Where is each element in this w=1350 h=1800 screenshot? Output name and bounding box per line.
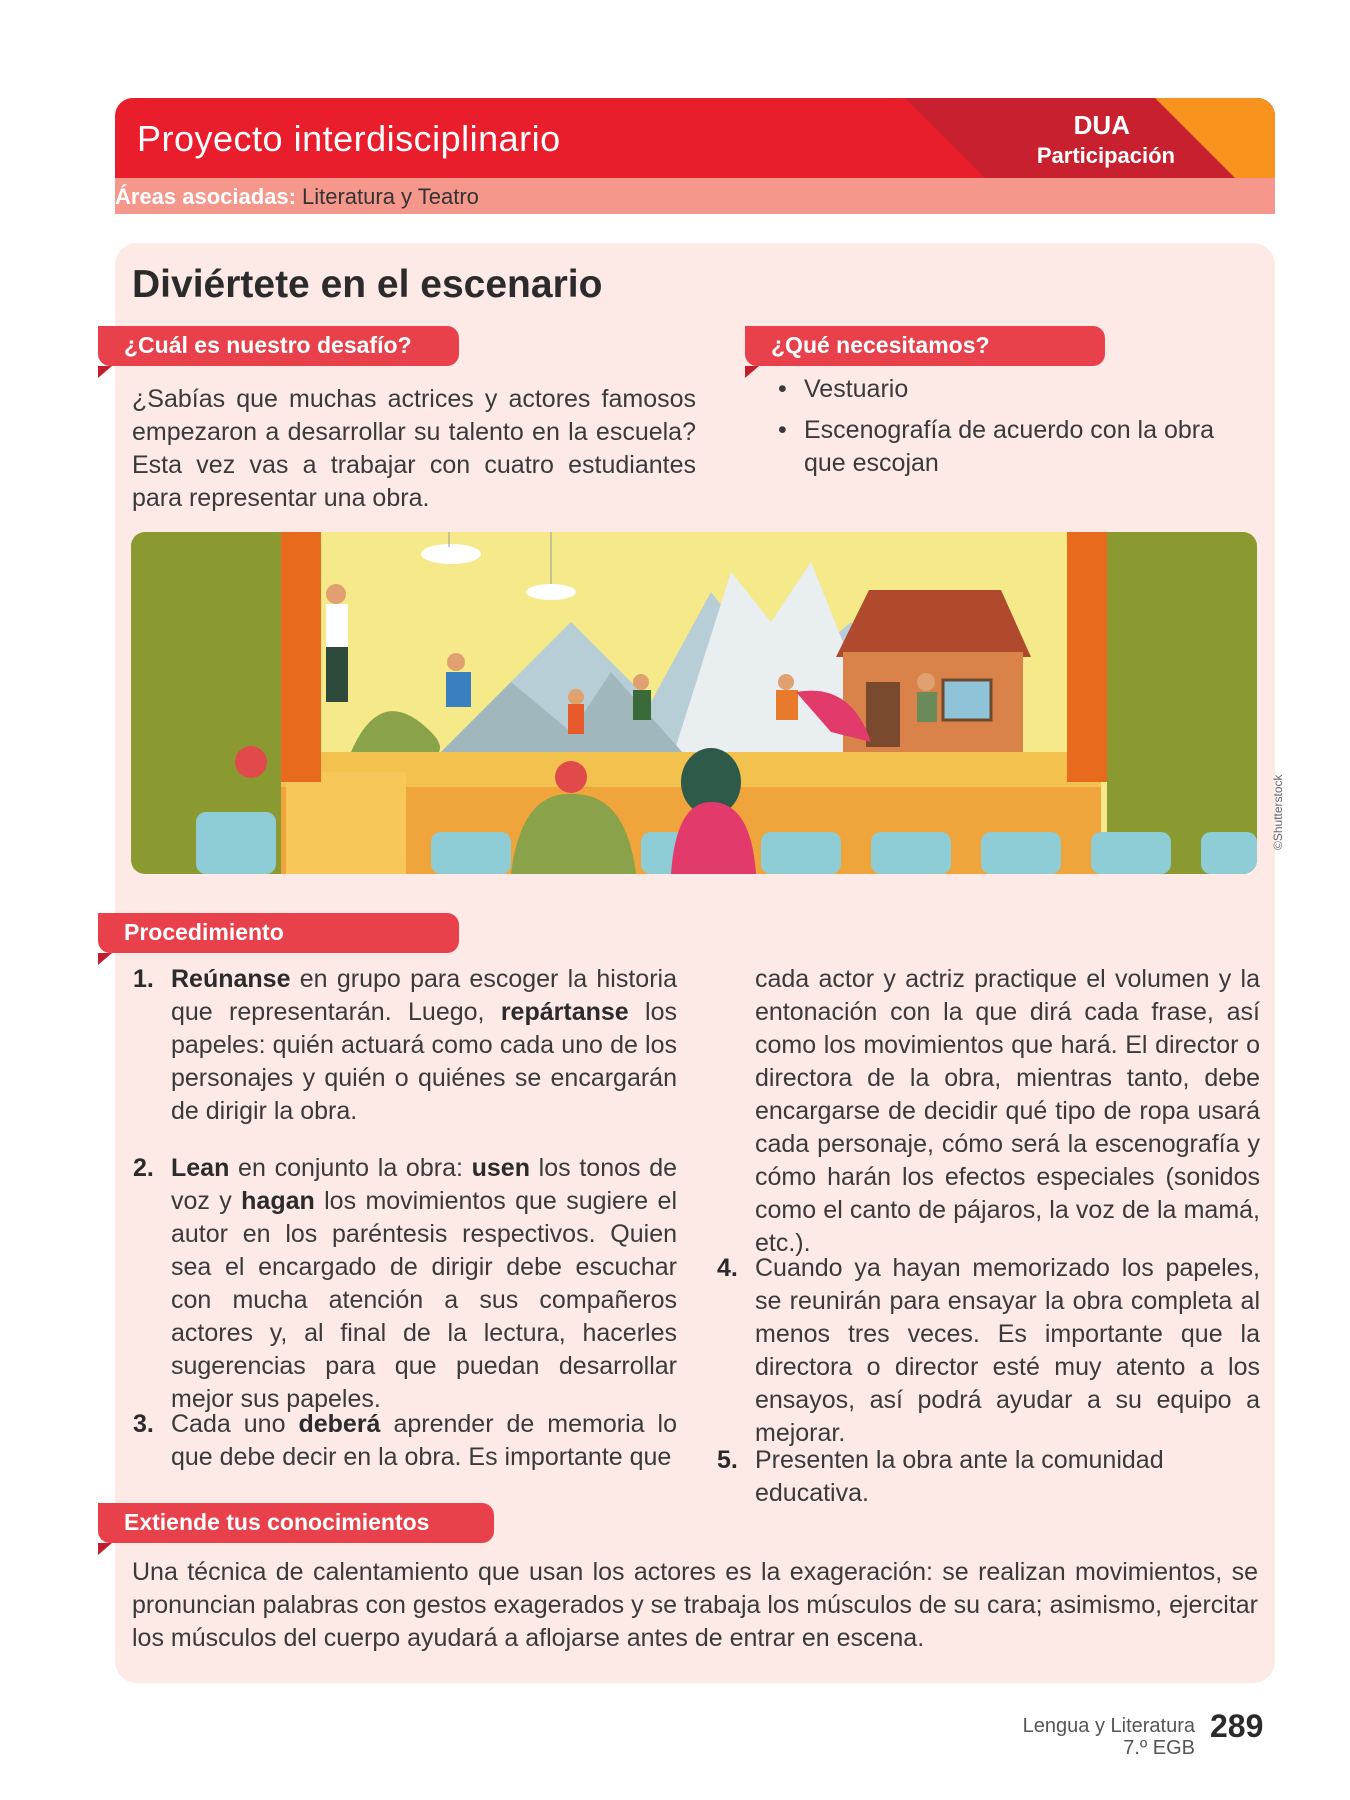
procedure-step-3-continued: cada actor y actriz practique el volumen y la entonación con la que dirá cada frase, así como los movimientos que hará. El director o directora de la obra, mientras tanto, debe encargarse de decidir qué tipo de ropa usará cada personaje, cómo será la escenografía y cómo harán los efectos especiales (sonidos como el canto de pájaros, la voz de la mamá, etc.). bbox=[755, 965, 1260, 1257]
procedure-step-4: 4. Cuando ya hayan memorizado los papeles, se reunirán para ensayar la obra completa al menos tres veces. Es importante que la directora o director esté muy atento a los ensayos, así podrá ayudar a su equipo a mejorar. bbox=[717, 1254, 1260, 1447]
image-credit: ©Shutterstock bbox=[1271, 774, 1285, 850]
step-number: 1. bbox=[133, 965, 154, 993]
footer-subject bbox=[1023, 1715, 1195, 1759]
project-title: Proyecto interdisciplinario bbox=[137, 118, 561, 159]
dua-subtitle: Participación bbox=[1036, 143, 1175, 168]
procedure-tag: Procedimiento bbox=[98, 913, 459, 953]
procedure-step-5: 5. Presenten la obra ante la comunidad educativa. bbox=[717, 1446, 1164, 1507]
grade-label: 7.º EGB bbox=[1123, 1737, 1195, 1759]
step-number: 3. bbox=[133, 1410, 154, 1438]
needs-tag: ¿Qué necesitamos? bbox=[745, 326, 1105, 366]
areas-value: Literatura y Teatro bbox=[302, 184, 479, 209]
list-item: • Escenografía de acuerdo con la obra que escojan bbox=[778, 414, 1258, 480]
associated-areas-bar bbox=[115, 178, 1275, 214]
list-item: • Vestuario bbox=[778, 373, 1258, 406]
procedure-step-1: 1. Reúnanse en grupo para escoger la historia que representarán. Luego, repártanse los papeles: quién actuará como cada uno de los personajes y quién o quiénes se encargarán de dirigir la obra. bbox=[133, 965, 677, 1125]
procedure-step-3: 3. Cada uno deberá aprender de memoria lo que debe decir en la obra. Es importante que bbox=[133, 1410, 677, 1471]
extend-knowledge-text: Una técnica de calentamiento que usan los actores es la exageración: se realizan movimientos, se pronuncian palabras con gestos exagerados y se trabaja los músculos de su cara; asimismo, ejercitar los músculos del cuerpo ayudará a aflojarse antes de entrar en escena. bbox=[132, 1558, 1258, 1652]
step-number: 5. bbox=[717, 1446, 738, 1474]
challenge-text: ¿Sabías que muchas actrices y actores famosos empezaron a desarrollar su talento en la escuela? Esta vez vas a trabajar con cuatro estudiantes para representar una obra. bbox=[132, 385, 696, 512]
step-number: 2. bbox=[133, 1154, 154, 1182]
challenge-tag: ¿Cuál es nuestro desafío? bbox=[98, 326, 459, 366]
procedure-step-2: 2. Lean en conjunto la obra: usen los tonos de voz y hagan los movimientos que sugiere el autor en los paréntesis respectivos. Quien sea el encargado de dirigir debe escuchar con mucha atención a sus compañeros actores y, al final de la lectura, hacerles sugerencias para que puedan desarrollar mejor sus papeles. bbox=[133, 1154, 678, 1413]
page-number: 289 bbox=[1210, 1708, 1264, 1744]
areas-label: Áreas asociadas: Literatura y Teatro bbox=[115, 184, 479, 209]
needs-list bbox=[778, 373, 1258, 488]
page-title: Diviértete en el escenario bbox=[132, 263, 603, 306]
project-header bbox=[115, 98, 1275, 178]
dua-title: DUA bbox=[1073, 110, 1130, 140]
theater-stage-illustration bbox=[131, 532, 1257, 874]
extend-knowledge-tag: Extiende tus conocimientos bbox=[98, 1503, 494, 1543]
subject-name: Lengua y Literatura bbox=[1022, 1715, 1195, 1737]
step-number: 4. bbox=[717, 1254, 738, 1282]
